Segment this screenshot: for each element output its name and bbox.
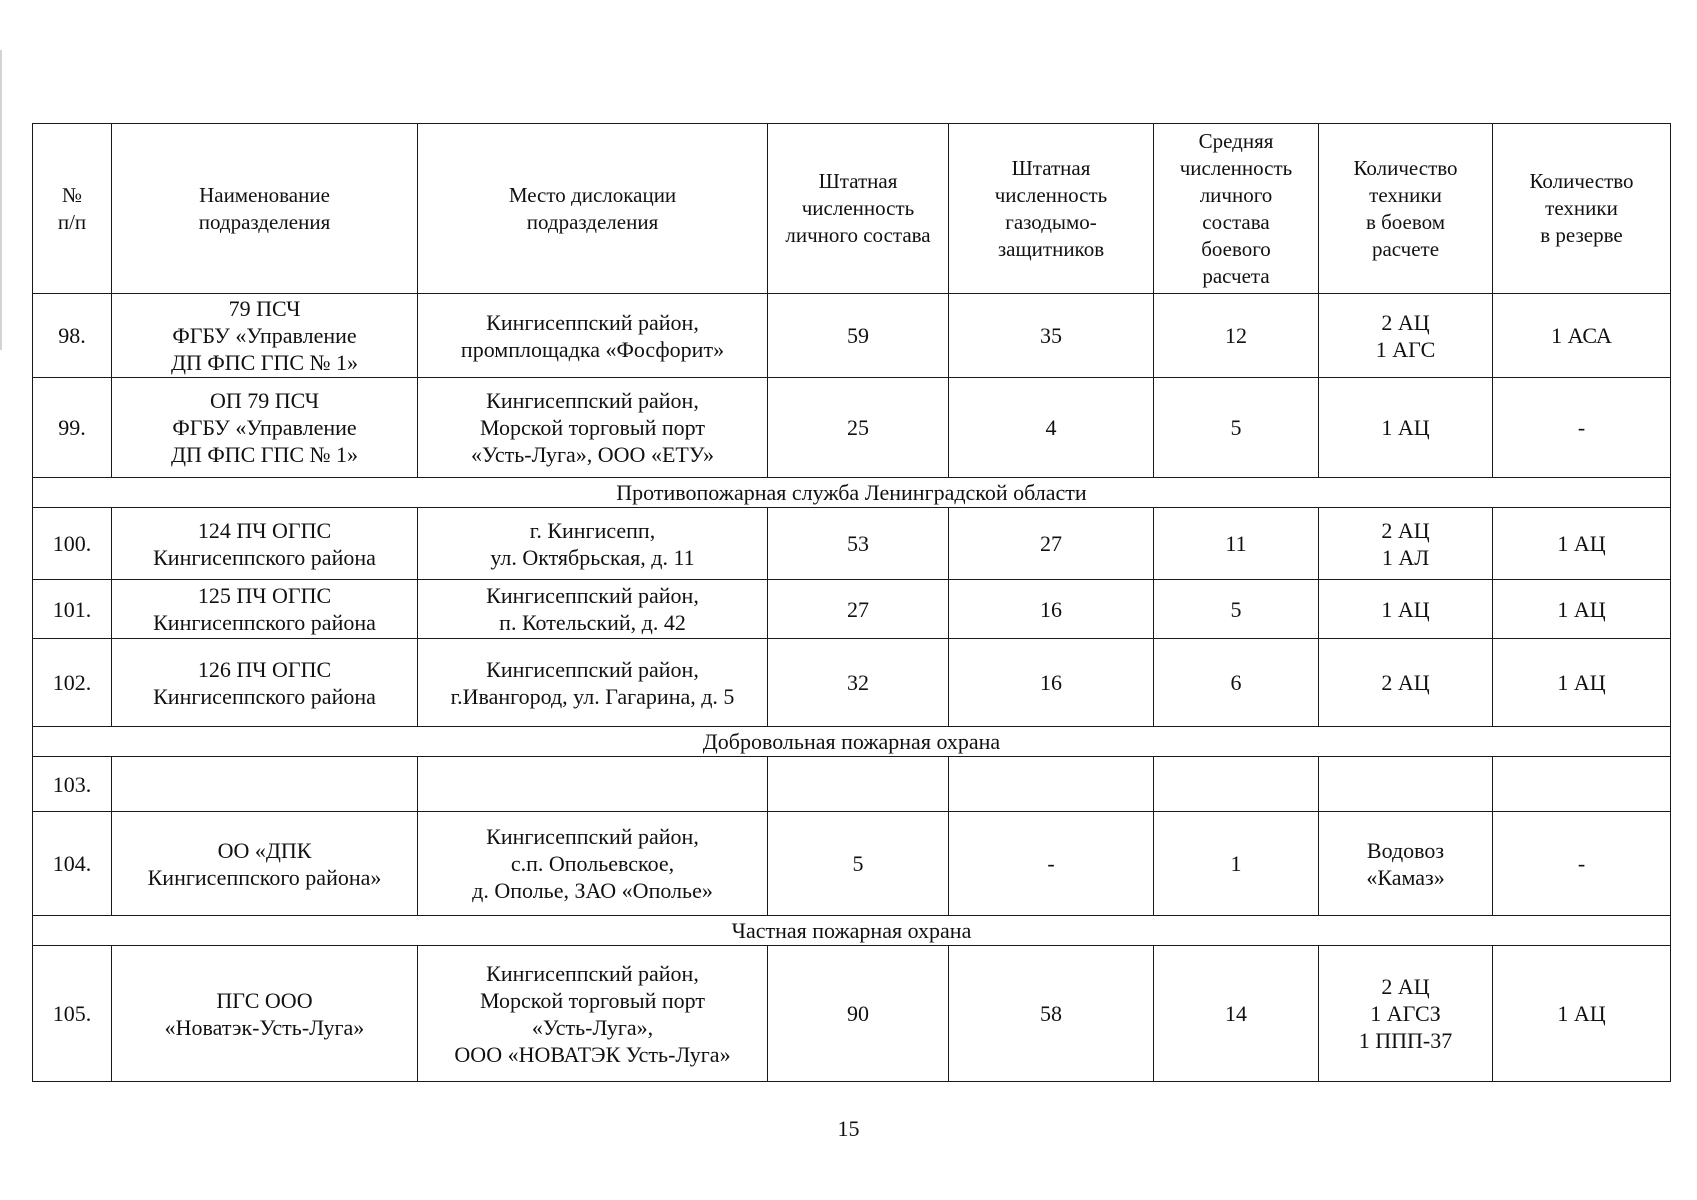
cell-staff-count: 53 [768,508,949,580]
cell-unit-name: 79 ПСЧ ФГБУ «Управление ДП ФПС ГПС № 1» [112,294,418,378]
page-number: 15 [837,1116,860,1141]
header-location: Место дислокации подразделения [418,124,768,294]
cell-location [418,757,768,812]
header-equipment-in-reserve: Количество техники в резерве [1493,124,1671,294]
section-heading: Частная пожарная охрана [33,916,1671,946]
cell-gas-smoke-protectors: 4 [949,378,1154,478]
section-heading-row [33,727,1671,757]
cell-number: 105. [33,946,112,1082]
cell-equipment-in-crew: 1 АЦ [1319,580,1493,639]
cell-average-combat-crew: 5 [1154,378,1319,478]
cell-gas-smoke-protectors: - [949,812,1154,916]
cell-gas-smoke-protectors: 35 [949,294,1154,378]
cell-unit-name: ОО «ДПК Кингисеппского района» [112,812,418,916]
cell-gas-smoke-protectors: 16 [949,639,1154,727]
cell-equipment-in-crew: 2 АЦ 1 АГС [1319,294,1493,378]
cell-number: 98. [33,294,112,378]
cell-location: г. Кингисепп, ул. Октябрьская, д. 11 [418,508,768,580]
cell-equipment-in-reserve: - [1493,378,1671,478]
cell-number: 100. [33,508,112,580]
header-equipment-in-crew: Количество техники в боевом расчете [1319,124,1493,294]
cell-equipment-in-reserve: - [1493,812,1671,916]
cell-location: Кингисеппский район, промплощадка «Фосфорит» [418,294,768,378]
cell-equipment-in-crew [1319,757,1493,812]
cell-location: Кингисеппский район, Морской торговый порт «Усть-Луга», ООО «ЕТУ» [418,378,768,478]
cell-average-combat-crew: 1 [1154,812,1319,916]
cell-unit-name: ПГС ООО «Новатэк-Усть-Луга» [112,946,418,1082]
cell-equipment-in-reserve: 1 АЦ [1493,639,1671,727]
table-header-row [33,124,1671,294]
table-row [33,812,1671,916]
cell-location: Кингисеппский район, п. Котельский, д. 42 [418,580,768,639]
cell-unit-name: 124 ПЧ ОГПС Кингисеппского района [112,508,418,580]
cell-gas-smoke-protectors: 27 [949,508,1154,580]
table-row [33,580,1671,639]
cell-average-combat-crew [1154,757,1319,812]
cell-number: 104. [33,812,112,916]
cell-number: 103. [33,757,112,812]
section-heading-row [33,478,1671,508]
header-average-combat-crew: Средняя численность личного состава боевого расчета [1154,124,1319,294]
cell-equipment-in-crew: 2 АЦ 1 АЛ [1319,508,1493,580]
cell-equipment-in-crew: 2 АЦ [1319,639,1493,727]
cell-number: 101. [33,580,112,639]
header-gas-smoke-protectors: Штатная численность газодымо- защитников [949,124,1154,294]
cell-location: Кингисеппский район, г.Ивангород, ул. Гагарина, д. 5 [418,639,768,727]
table-row [33,508,1671,580]
cell-equipment-in-reserve [1493,757,1671,812]
cell-unit-name: 125 ПЧ ОГПС Кингисеппского района [112,580,418,639]
cell-staff-count: 90 [768,946,949,1082]
cell-average-combat-crew: 14 [1154,946,1319,1082]
cell-staff-count [768,757,949,812]
cell-gas-smoke-protectors: 16 [949,580,1154,639]
cell-gas-smoke-protectors [949,757,1154,812]
cell-staff-count: 25 [768,378,949,478]
cell-average-combat-crew: 12 [1154,294,1319,378]
cell-location: Кингисеппский район, Морской торговый порт «Усть-Луга», ООО «НОВАТЭК Усть-Луга» [418,946,768,1082]
cell-unit-name: ОП 79 ПСЧ ФГБУ «Управление ДП ФПС ГПС № 1» [112,378,418,478]
cell-unit-name [112,757,418,812]
cell-average-combat-crew: 6 [1154,639,1319,727]
fire-units-table [32,123,1671,1082]
cell-staff-count: 32 [768,639,949,727]
header-number: № п/п [33,124,112,294]
table-row [33,946,1671,1082]
cell-equipment-in-crew: 1 АЦ [1319,378,1493,478]
cell-staff-count: 27 [768,580,949,639]
cell-equipment-in-reserve: 1 АСА [1493,294,1671,378]
cell-staff-count: 59 [768,294,949,378]
header-unit-name: Наименование подразделения [112,124,418,294]
cell-unit-name: 126 ПЧ ОГПС Кингисеппского района [112,639,418,727]
scan-edge-line [0,50,2,350]
cell-gas-smoke-protectors: 58 [949,946,1154,1082]
table-row [33,378,1671,478]
cell-number: 99. [33,378,112,478]
cell-average-combat-crew: 11 [1154,508,1319,580]
table-row [33,294,1671,378]
cell-location: Кингисеппский район, с.п. Опольевское, д. Ополье, ЗАО «Ополье» [418,812,768,916]
cell-average-combat-crew: 5 [1154,580,1319,639]
cell-equipment-in-crew: Водовоз «Камаз» [1319,812,1493,916]
cell-staff-count: 5 [768,812,949,916]
section-heading-row [33,916,1671,946]
table-row [33,639,1671,727]
cell-equipment-in-crew: 2 АЦ 1 АГСЗ 1 ППП-37 [1319,946,1493,1082]
cell-equipment-in-reserve: 1 АЦ [1493,946,1671,1082]
section-heading: Противопожарная служба Ленинградской области [33,478,1671,508]
table-row [33,757,1671,812]
cell-equipment-in-reserve: 1 АЦ [1493,508,1671,580]
section-heading: Добровольная пожарная охрана [33,727,1671,757]
cell-number: 102. [33,639,112,727]
header-staff-count: Штатная численность личного состава [768,124,949,294]
cell-equipment-in-reserve: 1 АЦ [1493,580,1671,639]
